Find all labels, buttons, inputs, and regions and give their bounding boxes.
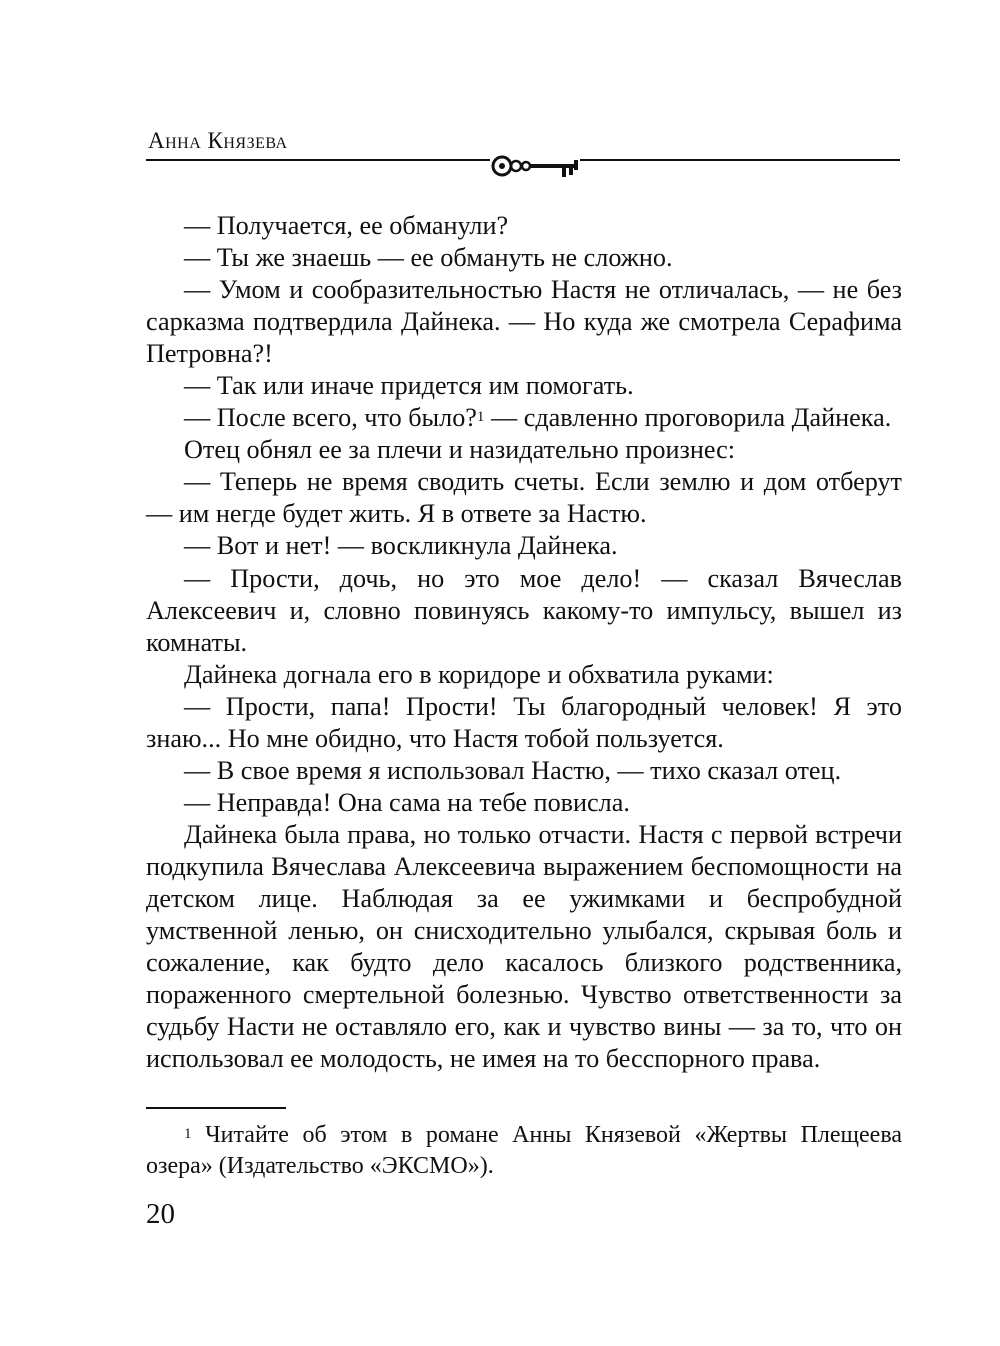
footnote-rule	[146, 1107, 286, 1109]
paragraph: — Так или иначе придется им помогать.	[184, 371, 634, 401]
footnote-text	[146, 1120, 902, 1182]
paragraph: — Получается, ее обманули?	[184, 211, 509, 240]
footnote	[146, 1120, 902, 1182]
key-ornament-icon	[490, 148, 580, 184]
paragraph: — Ты же знаешь — ее обмануть не сложно.	[184, 243, 673, 273]
dialogue-text: — После всего, что было?	[184, 403, 477, 433]
author-name: Анна Князева	[148, 128, 288, 153]
paragraph: — Прости, дочь, но это мое дело! — сказал Вячеслав Алексеевич и, словно повинуясь какому-то импульсу, вышел из комнаты.	[146, 563, 902, 657]
paragraph: — Неправда! Она сама на тебе повисла.	[184, 787, 630, 817]
dialogue-text: — сдавленно проговорила Дайнека.	[490, 403, 892, 433]
paragraph: — Прости, папа! Прости! Ты благородный человек! Я это знаю... Но мне обидно, что Настя тобой пользуется.	[146, 691, 902, 753]
paragraph: Дайнека догнала его в коридоре и обхватила руками:	[184, 659, 774, 689]
footnote-body: Читайте об этом в романе Анны Князевой «Жертвы Плещеева озера» (Издательство «ЭКСМО»).	[146, 1122, 903, 1179]
page-number: 20	[146, 1198, 175, 1230]
paragraph	[146, 402, 902, 434]
paragraph: Дайнека была права, но только отчасти. Настя с первой встречи подкупила Вячеслава Алексеевича выражением беспомощности на детском лице. Наблюдая за ее ужимками и беспробудной умственной ленью, он снисходительно улыбался, скрывая боль и сожаление, как будто дело касалось близкого родственника, пораженного смертельной болезнью. Чувство ответственности за судьбу Насти не оставляло его, как и чувство вины — за то, что он использовал ее молодость, не имея на то бесспорного права.	[146, 819, 902, 1074]
paragraph: — Умом и сообразительностью Настя не отличалась, — не без сарказма подтвердила Дайнека. — Но куда же смотрела Серафима Петровна?!	[146, 275, 902, 369]
paragraph: — Вот и нет! — воскликнула Дайнека.	[184, 531, 618, 561]
paragraph: — Теперь не время сводить счеты. Если землю и дом отберут — им негде будет жить. Я в ответе за Настю.	[146, 467, 902, 529]
body-text	[146, 210, 902, 1075]
paragraph: — В свое время я использовал Настю, — тихо сказал отец.	[184, 755, 842, 785]
footnote-reference: 1	[476, 409, 485, 426]
footnote-marker: 1	[184, 1126, 192, 1142]
paragraph: Отец обнял ее за плечи и назидательно произнес:	[184, 435, 736, 465]
running-head	[146, 128, 906, 184]
